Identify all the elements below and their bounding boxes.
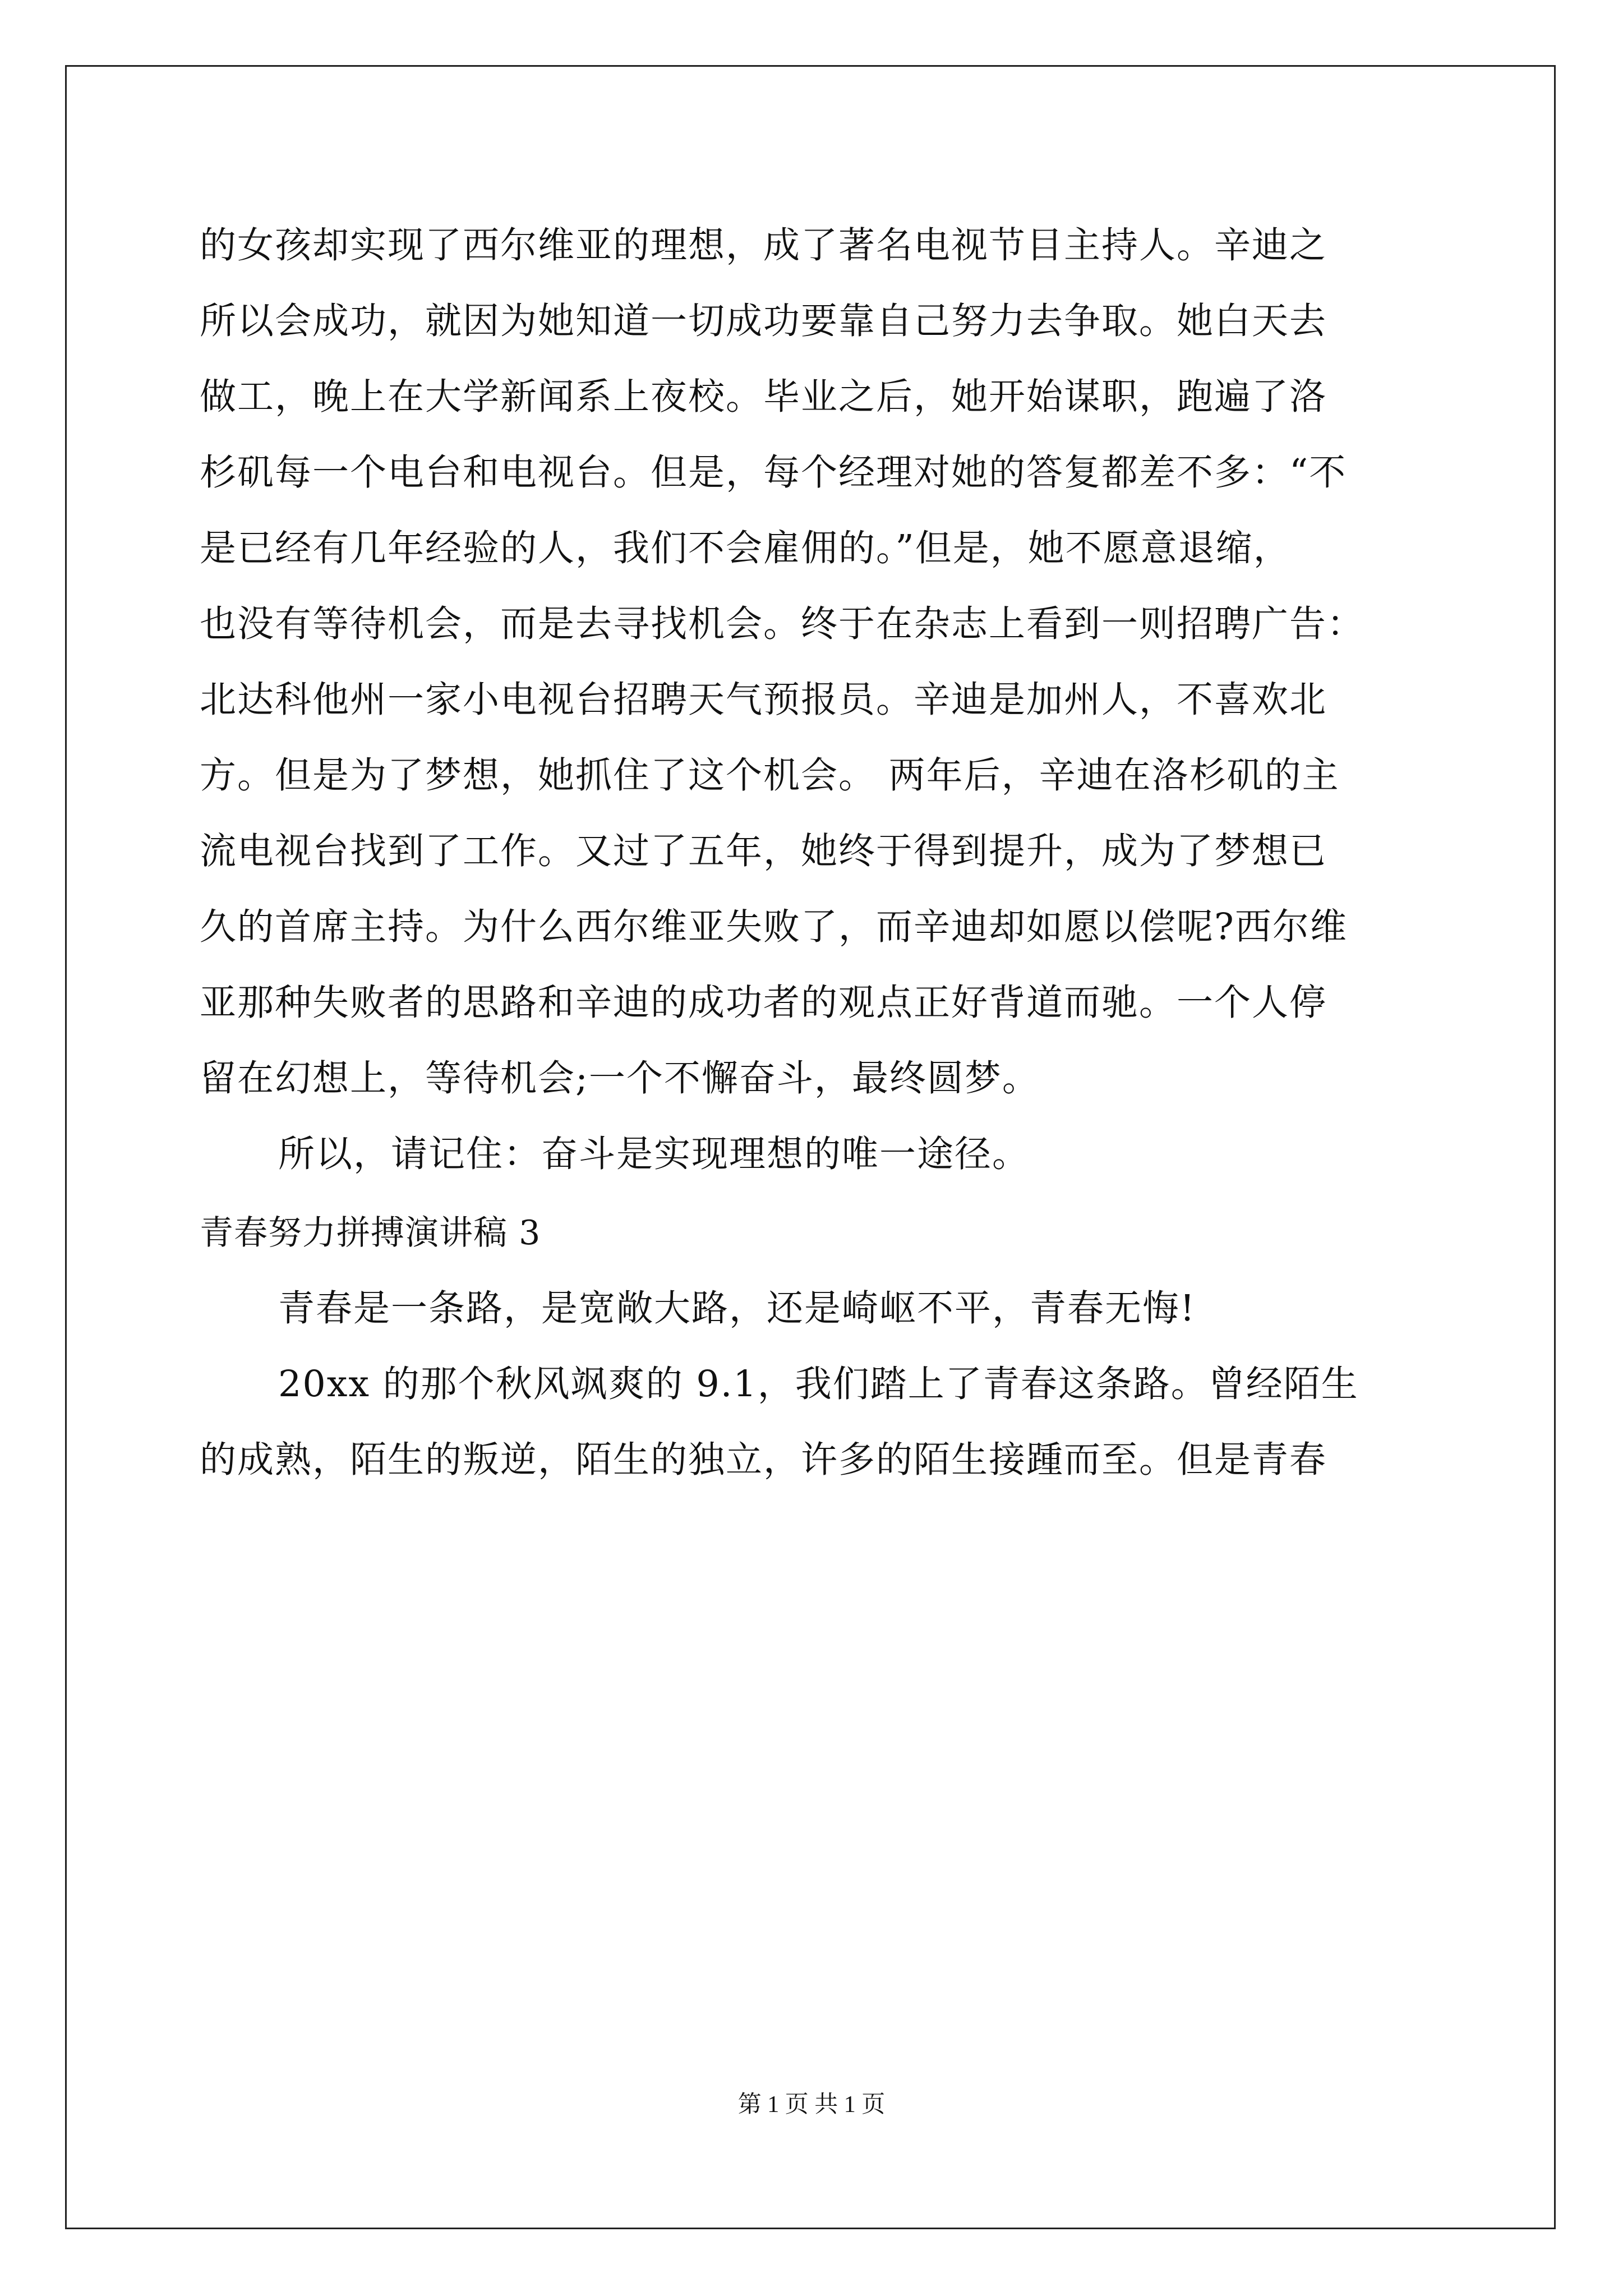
section-heading: 青春努力拼搏演讲稿 3: [200, 1213, 541, 1253]
paragraph-line: 留在幻想上，等待机会;一个不懈奋斗，最终圆梦。: [200, 1057, 1040, 1099]
paragraph-line: 20xx 的那个秋风飒爽的 9.1，我们踏上了青春这条路。曾经陌生: [278, 1363, 1359, 1405]
paragraph-line: 的成熟，陌生的叛逆，陌生的独立，许多的陌生接踵而至。但是青春: [200, 1439, 1327, 1481]
paragraph-line: 流电视台找到了工作。又过了五年，她终于得到提升，成为了梦想已: [200, 830, 1327, 872]
paragraph-line: 所以会成功，就因为她知道一切成功要靠自己努力去争取。她白天去: [200, 300, 1327, 342]
paragraph-line: 北达科他州一家小电视台招聘天气预报员。辛迪是加州人，不喜欢北: [200, 679, 1327, 721]
paragraph-line: 方。但是为了梦想，她抓住了这个机会。 两年后，辛迪在洛杉矶的主: [200, 754, 1340, 797]
paragraph-line: 也没有等待机会，而是去寻找机会。终于在杂志上看到一则招聘广告：: [200, 603, 1365, 645]
paragraph-line: 是已经有几年经验的人，我们不会雇佣的。”但是，她不愿意退缩，: [200, 527, 1291, 569]
paragraph-line: 杉矶每一个电台和电视台。但是，每个经理对她的答复都差不多：“不: [200, 452, 1347, 494]
paragraph-line: 做工，晚上在大学新闻系上夜校。毕业之后，她开始谋职，跑遍了洛: [200, 376, 1327, 418]
paragraph-line: 亚那种失败者的思路和辛迪的成功者的观点正好背道而驰。一个人停: [200, 982, 1327, 1024]
paragraph-line: 的女孩却实现了西尔维亚的理想，成了著名电视节目主持人。辛迪之: [200, 224, 1327, 266]
paragraph-line: 久的首席主持。为什么西尔维亚失败了，而辛迪却如愿以偿呢?西尔维: [200, 906, 1348, 948]
conclusion-paragraph: 所以，请记住：奋斗是实现理想的唯一途径。: [278, 1133, 1030, 1175]
intro-paragraph: 青春是一条路，是宽敞大路，还是崎岖不平，青春无悔!: [278, 1287, 1196, 1329]
page-number: 第 1 页 共 1 页: [737, 2092, 886, 2118]
